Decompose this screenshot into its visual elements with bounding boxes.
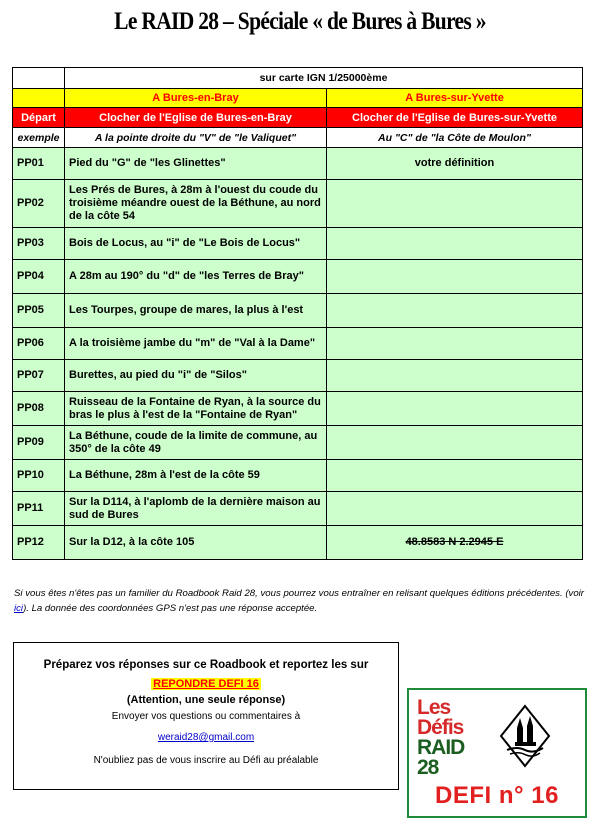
table-row xyxy=(13,526,583,560)
pp-description: Les Tourpes, groupe de mares, la plus à l'est xyxy=(65,294,327,328)
pp-answer[interactable] xyxy=(327,426,583,460)
send-questions-text: Envoyer vos questions ou commentaires à xyxy=(111,711,301,722)
column-a-title: A Bures-en-Bray xyxy=(65,89,327,108)
pp-answer[interactable] xyxy=(327,460,583,492)
column-b-title: A Bures-sur-Yvette xyxy=(327,89,583,108)
depart-b: Clocher de l'Eglise de Bures-sur-Yvette xyxy=(327,108,583,128)
table-row xyxy=(13,180,583,228)
example-row xyxy=(13,128,583,148)
pp-description: Pied du "G" de "les Glinettes" xyxy=(65,148,327,180)
reply-link[interactable]: REPONDRE DEFI 16 xyxy=(153,678,259,690)
pp-id: PP10 xyxy=(13,460,65,492)
pp-description: La Béthune, 28m à l'est de la côte 59 xyxy=(65,460,327,492)
logo-word-28: 28 xyxy=(417,756,439,779)
logo-word-raid: RAID xyxy=(417,736,465,759)
pp-answer[interactable] xyxy=(327,294,583,328)
destination-row xyxy=(13,89,583,108)
example-label: exemple xyxy=(13,128,65,148)
email-link[interactable]: weraid28@gmail.com xyxy=(157,732,255,743)
pp-description: Bois de Locus, au "i" de "Le Bois de Locus" xyxy=(65,228,327,260)
table-header-row xyxy=(13,68,583,89)
table-row xyxy=(13,460,583,492)
table-row xyxy=(13,360,583,392)
pp-id: PP08 xyxy=(13,392,65,426)
pp-description: La Béthune, coude de la limite de commune, au 350° de la côte 49 xyxy=(65,426,327,460)
instructions-note xyxy=(14,586,584,616)
depart-row xyxy=(13,108,583,128)
answer-instructions-box xyxy=(13,642,399,790)
pp-id: PP06 xyxy=(13,328,65,360)
pp-id: PP11 xyxy=(13,492,65,526)
logo-word-defis: Défis xyxy=(417,716,464,739)
depart-a: Clocher de l'Eglise de Bures-en-Bray xyxy=(65,108,327,128)
pp-answer[interactable] xyxy=(327,492,583,526)
pp-description: Sur la D114, à l'aplomb de la dernière maison au sud de Bures xyxy=(65,492,327,526)
table-row xyxy=(13,260,583,294)
pp-description: A la troisième jambe du "m" de "Val à la Dame" xyxy=(65,328,327,360)
register-reminder: N'oubliez pas de vous inscrire au Défi au préalable xyxy=(93,755,319,766)
page-title: Le RAID 28 – Spéciale « de Bures à Bures » xyxy=(114,8,486,35)
pp-id: PP09 xyxy=(13,426,65,460)
example-b: Au "C" de "la Côte de Moulon" xyxy=(327,128,583,148)
pp-description: A 28m au 190° du "d" de "les Terres de Bray" xyxy=(65,260,327,294)
empty-cell xyxy=(13,68,65,89)
attention-text: (Attention, une seule réponse) xyxy=(126,694,286,706)
table-row xyxy=(13,228,583,260)
pp-description: Les Prés de Bures, à 28m à l'ouest du coude du troisième méandre ouest de la Béthune, au nord de la côte 54 xyxy=(65,180,327,228)
defis-raid-logo xyxy=(407,688,587,818)
pp-description: Ruisseau de la Fontaine de Ryan, à la source du bras le plus à l'est de la "Fontaine de Ryan" xyxy=(65,392,327,426)
roadbook-table xyxy=(12,67,583,560)
table-row xyxy=(13,426,583,460)
note-text-before: Si vous êtes n'êtes pas un familier du Roadbook Raid 28, vous pourrez vous entraîner en relisant quelques éditions précédentes. (voir xyxy=(14,588,584,599)
note-text-after: ). La donnée des coordonnées GPS n'est pas une réponse acceptée. xyxy=(23,603,318,614)
pp-id: PP02 xyxy=(13,180,65,228)
logo-wordmark xyxy=(417,698,464,778)
pp-answer[interactable] xyxy=(327,392,583,426)
pp-answer[interactable]: 48.8583 N 2.2945 E xyxy=(327,526,583,560)
pp-description: Burettes, au pied du "i" de "Silos" xyxy=(65,360,327,392)
pp-answer[interactable] xyxy=(327,328,583,360)
table-row xyxy=(13,148,583,180)
pp-id: PP03 xyxy=(13,228,65,260)
example-a: A la pointe droite du "V" de "le Valiquet" xyxy=(65,128,327,148)
empty-cell xyxy=(13,89,65,108)
logo-word-les: Les xyxy=(417,696,451,719)
table-row xyxy=(13,392,583,426)
pp-answer[interactable] xyxy=(327,228,583,260)
depart-label: Départ xyxy=(13,108,65,128)
prepare-text: Préparez vos réponses sur ce Roadbook et reportez les sur xyxy=(43,659,369,671)
table-row xyxy=(13,294,583,328)
map-reference: sur carte IGN 1/25000ème xyxy=(65,68,583,89)
pp-id: PP05 xyxy=(13,294,65,328)
table-row xyxy=(13,492,583,526)
pp-answer[interactable] xyxy=(327,360,583,392)
pp-id: PP04 xyxy=(13,260,65,294)
pp-id: PP01 xyxy=(13,148,65,180)
defi-number: DEFI n° 16 xyxy=(435,782,559,809)
cathedral-emblem-icon xyxy=(499,704,551,768)
pp-description: Sur la D12, à la côte 105 xyxy=(65,526,327,560)
pp-answer[interactable] xyxy=(327,180,583,228)
table-row xyxy=(13,328,583,360)
previous-editions-link[interactable]: ici xyxy=(14,603,24,614)
pp-answer[interactable]: votre définition xyxy=(327,148,583,180)
pp-id: PP07 xyxy=(13,360,65,392)
pp-answer[interactable] xyxy=(327,260,583,294)
pp-id: PP12 xyxy=(13,526,65,560)
